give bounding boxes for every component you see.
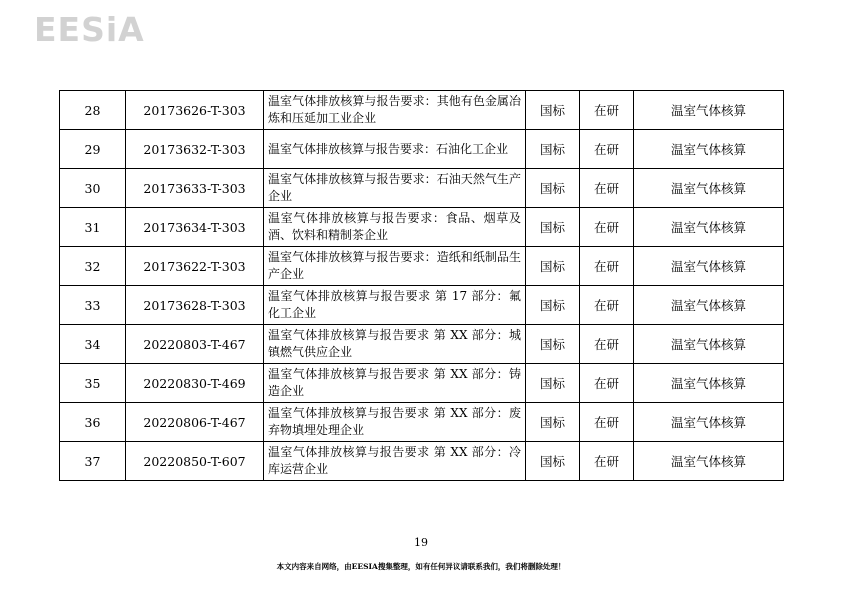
row-number: 32	[60, 247, 126, 286]
plan-number: 20173632-T-303	[126, 130, 264, 169]
row-number: 35	[60, 364, 126, 403]
standard-type: 国标	[526, 442, 580, 481]
standard-category: 温室气体核算	[634, 169, 784, 208]
standard-type: 国标	[526, 325, 580, 364]
standard-category: 温室气体核算	[634, 286, 784, 325]
table-row	[60, 91, 784, 130]
standard-type: 国标	[526, 169, 580, 208]
row-number: 29	[60, 130, 126, 169]
standard-type: 国标	[526, 286, 580, 325]
eesia-logo: EESiA	[34, 10, 145, 49]
standard-status: 在研	[580, 247, 634, 286]
standard-status: 在研	[580, 169, 634, 208]
standard-name: 温室气体排放核算与报告要求：其他有色金属冶炼和压延加工业企业	[264, 91, 526, 130]
standard-type: 国标	[526, 364, 580, 403]
plan-number: 20173628-T-303	[126, 286, 264, 325]
standard-status: 在研	[580, 286, 634, 325]
standard-name: 温室气体排放核算与报告要求：石油天然气生产企业	[264, 169, 526, 208]
standard-status: 在研	[580, 403, 634, 442]
plan-number: 20173634-T-303	[126, 208, 264, 247]
standard-type: 国标	[526, 130, 580, 169]
table-row	[60, 247, 784, 286]
table-row	[60, 325, 784, 364]
standard-type: 国标	[526, 208, 580, 247]
plan-number: 20220803-T-467	[126, 325, 264, 364]
table-row	[60, 364, 784, 403]
standard-category: 温室气体核算	[634, 130, 784, 169]
standard-category: 温室气体核算	[634, 325, 784, 364]
standard-category: 温室气体核算	[634, 364, 784, 403]
plan-number: 20220806-T-467	[126, 403, 264, 442]
plan-number: 20173633-T-303	[126, 169, 264, 208]
standard-category: 温室气体核算	[634, 247, 784, 286]
standard-category: 温室气体核算	[634, 91, 784, 130]
standard-name: 温室气体排放核算与报告要求 第 XX 部分：冷库运营企业	[264, 442, 526, 481]
table-row	[60, 169, 784, 208]
standard-status: 在研	[580, 130, 634, 169]
row-number: 31	[60, 208, 126, 247]
standard-name: 温室气体排放核算与报告要求：造纸和纸制品生产企业	[264, 247, 526, 286]
standard-type: 国标	[526, 91, 580, 130]
plan-number: 20173622-T-303	[126, 247, 264, 286]
standard-name: 温室气体排放核算与报告要求：石油化工企业	[264, 130, 526, 169]
plan-number: 20220850-T-607	[126, 442, 264, 481]
standard-name: 温室气体排放核算与报告要求 第 XX 部分：铸造企业	[264, 364, 526, 403]
plan-number: 20220830-T-469	[126, 364, 264, 403]
page-number: 19	[414, 536, 428, 549]
standard-category: 温室气体核算	[634, 442, 784, 481]
table-row	[60, 130, 784, 169]
standard-type: 国标	[526, 403, 580, 442]
row-number: 28	[60, 91, 126, 130]
standard-name: 温室气体排放核算与报告要求 第 17 部分：氟化工企业	[264, 286, 526, 325]
row-number: 30	[60, 169, 126, 208]
standard-status: 在研	[580, 91, 634, 130]
footer-note: 本文内容来自网络，由EESIA搜集整理，如有任何异议请联系我们，我们将删除处理！	[276, 562, 566, 571]
standard-status: 在研	[580, 442, 634, 481]
standard-name: 温室气体排放核算与报告要求 第 XX 部分：城镇燃气供应企业	[264, 325, 526, 364]
standard-status: 在研	[580, 208, 634, 247]
table-row	[60, 208, 784, 247]
row-number: 36	[60, 403, 126, 442]
table-row	[60, 286, 784, 325]
standard-status: 在研	[580, 325, 634, 364]
standards-table	[59, 90, 784, 481]
row-number: 34	[60, 325, 126, 364]
standard-status: 在研	[580, 364, 634, 403]
row-number: 37	[60, 442, 126, 481]
standard-name: 温室气体排放核算与报告要求：食品、烟草及酒、饮料和精制茶企业	[264, 208, 526, 247]
standard-category: 温室气体核算	[634, 403, 784, 442]
table-row	[60, 442, 784, 481]
plan-number: 20173626-T-303	[126, 91, 264, 130]
row-number: 33	[60, 286, 126, 325]
standard-type: 国标	[526, 247, 580, 286]
standard-name: 温室气体排放核算与报告要求 第 XX 部分：废弃物填埋处理企业	[264, 403, 526, 442]
table-row	[60, 403, 784, 442]
standard-category: 温室气体核算	[634, 208, 784, 247]
